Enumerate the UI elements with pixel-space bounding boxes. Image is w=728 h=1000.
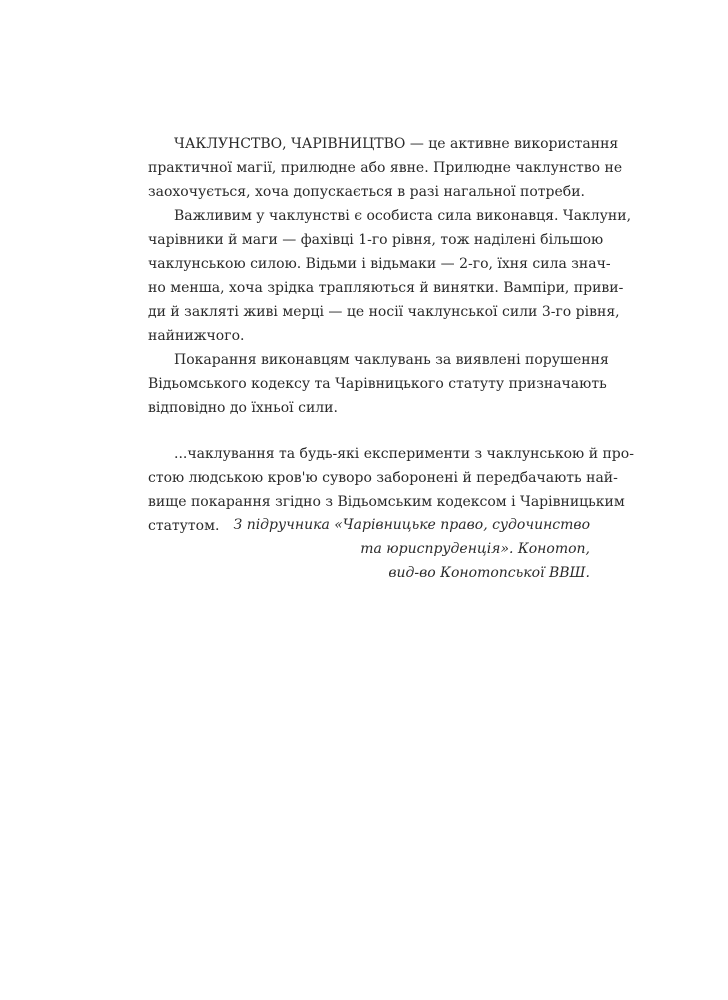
text-line: чарівники й маги — фахівці 1-го рівня, тож наділені більшою: [148, 232, 604, 248]
text-line: Покарання виконавцям чаклувань за виявлені порушення: [174, 352, 609, 368]
citation-line: З підручника «Чарівницьке право, судочинство: [233, 517, 590, 533]
paragraph-punishment: [148, 348, 609, 420]
text-line: Важливим у чаклунстві є особиста сила виконавця. Чаклуни,: [174, 208, 632, 224]
citation-line: вид-во Конотопської ВВШ.: [388, 565, 590, 581]
defined-term: ЧАКЛУНСТВО, ЧАРІВНИЦТВО: [174, 136, 406, 152]
text-line: но менша, хоча зрідка трапляються й винятки. Вампіри, приви-: [148, 280, 624, 296]
text-line: чаклунською силою. Відьми і відьмаки — 2-го, їхня сила знач-: [148, 256, 611, 272]
definition-text: — це активне використання: [405, 136, 619, 152]
text-line: заохочується, хоча допускається в разі нагальної потреби.: [148, 184, 586, 200]
text-line: Відьомського кодексу та Чарівницького статуту призначають: [148, 376, 607, 392]
text-line: ...чаклування та будь-які експерименти з чаклунською й про-: [174, 446, 634, 462]
text-line: ди й закляті живі мерці — це носії чаклунської сили 3-го рівня,: [148, 304, 620, 320]
paragraph-levels: [148, 204, 632, 348]
paragraph-gap: [148, 420, 590, 442]
text-line: найнижчого.: [148, 328, 245, 344]
citation-line: та юриспруденція». Конотоп,: [360, 541, 590, 557]
source-citation: [230, 513, 590, 585]
text-line: вище покарання згідно з Відьомським кодексом і Чарівницьким: [148, 494, 625, 510]
text-line: практичної магії, прилюдне або явне. Прилюдне чаклунство не: [148, 160, 623, 176]
text-line: відповідно до їхньої сили.: [148, 400, 338, 416]
paragraph-definition: [148, 132, 623, 204]
text-line: стою людською кров'ю суворо заборонені й передбачають най-: [148, 470, 618, 486]
main-text: [148, 132, 634, 538]
text-line: статутом.: [148, 518, 220, 534]
text-line: [148, 132, 619, 156]
